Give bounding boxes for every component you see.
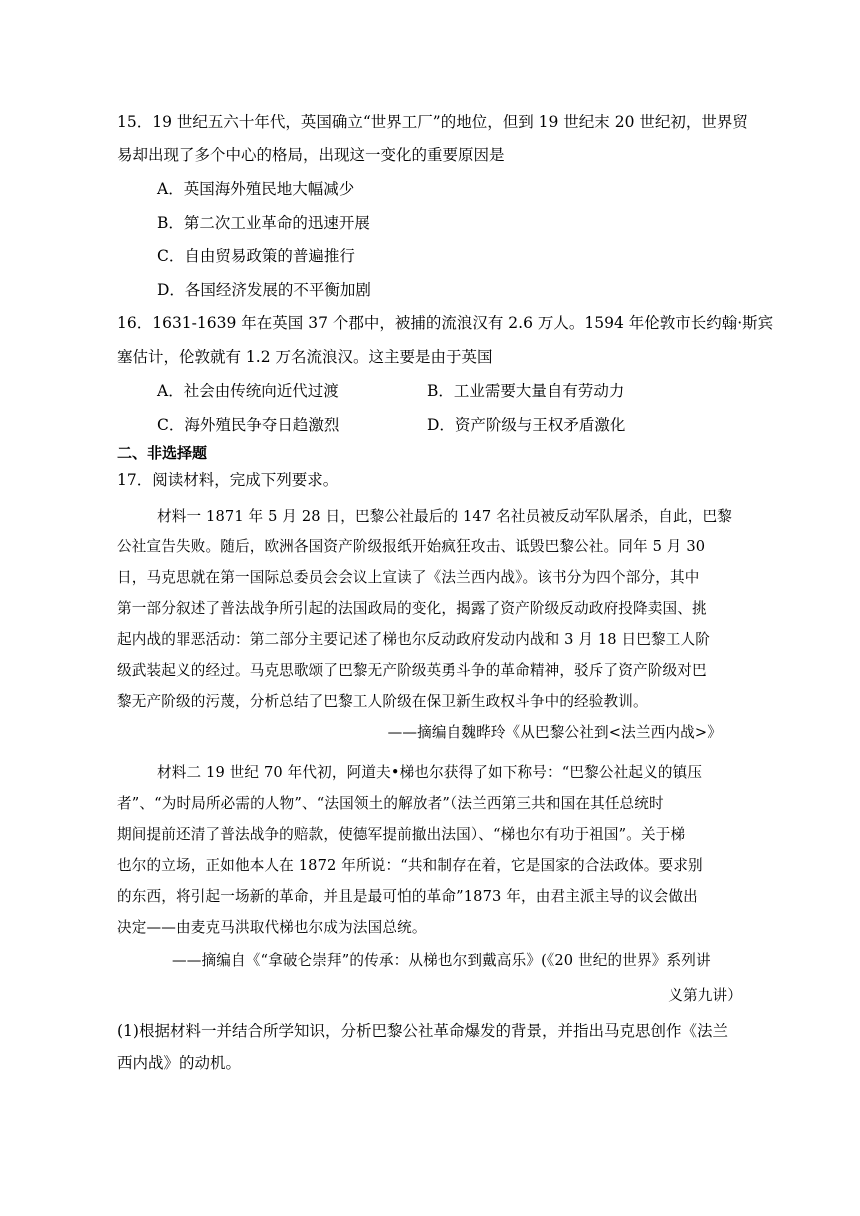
material1-line-6: 级武装起义的经过。马克思歌颂了巴黎无产阶级英勇斗争的革命精神，驳斥了资产阶级对巴 (117, 662, 707, 679)
q15-option-b: B．第二次工业革命的迅速开展 (157, 214, 370, 232)
material1-line-1: 材料一 1871 年 5 月 28 日，巴黎公社最后的 147 名社员被反动军队屠杀，自此，巴黎 (157, 508, 732, 525)
material1-line-7: 黎无产阶级的污蔑，分析总结了巴黎工人阶级在保卫新生政权斗争中的经验教训。 (117, 693, 648, 710)
q16-option-d: D．资产阶级与王权矛盾激化 (427, 416, 626, 434)
q15-stem-line-1: 15．19 世纪五六十年代，英国确立“世界工厂”的地位，但到 19 世纪末 20 世纪初，世界贸 (117, 113, 748, 131)
material2-line-2: 者”、“为时局所必需的人物”、“法国领土的解放者”（法兰西第三共和国在其任总统时 (117, 795, 664, 812)
q16-stem-line-2: 塞估计，伦敦就有 1.2 万名流浪汉。这主要是由于英国 (117, 348, 493, 366)
material2-line-3: 期间提前还清了普法战争的赔款，使德军提前撤出法国）、“梯也尔有功于祖国”。关于梯 (117, 826, 686, 843)
material1-source: ——摘编自魏晔玲《从巴黎公社到<法兰西内战>》 (387, 724, 722, 741)
material2-line-5: 的东西，将引起一场新的革命，并且是最可怕的革命”1873 年，由君主派主导的议会做出 (117, 888, 698, 905)
material2-source-line-2: 义第九讲） (668, 987, 742, 1004)
material2-source-line-1: ——摘编自《“拿破仑崇拜”的传承：从梯也尔到戴高乐》(《20 世纪的世界》系列讲 (172, 952, 711, 969)
material2-line-4: 也尔的立场，正如他本人在 1872 年所说：“共和制存在着，它是国家的合法政体。要求别 (117, 857, 703, 874)
material2-line-6: 决定——由麦克马洪取代梯也尔成为法国总统。 (117, 919, 427, 936)
q15-option-a: A．英国海外殖民地大幅减少 (157, 180, 355, 198)
q16-option-c: C．海外殖民争夺日趋激烈 (157, 416, 340, 434)
q15-option-d: D．各国经济发展的不平衡加剧 (157, 281, 371, 299)
material1-line-3: 日，马克思就在第一国际总委员会会议上宣读了《法兰西内战》。该书分为四个部分，其中 (117, 569, 700, 586)
q15-stem-line-2: 易却出现了多个中心的格局，出现这一变化的重要原因是 (117, 146, 505, 164)
section-heading: 二、非选择题 (117, 444, 208, 462)
q17-sub1-line-2: 西内战》的动机。 (117, 1054, 242, 1072)
material2-line-1: 材料二 19 世纪 70 年代初，阿道夫•梯也尔获得了如下称号：“巴黎公社起义的镇压 (157, 764, 703, 781)
q17-stem: 17．阅读材料，完成下列要求。 (117, 471, 339, 489)
q15-option-c: C．自由贸易政策的普遍推行 (157, 247, 355, 265)
material1-line-2: 公社宣告失败。随后，欧洲各国资产阶级报纸开始疯狂攻击、诋毁巴黎公社。同年 5 月 30 (117, 538, 706, 555)
material1-line-5: 起内战的罪恶活动：第二部分主要记述了梯也尔反动政府发动内战和 3 月 18 日巴黎工人阶 (117, 631, 710, 648)
material1-line-4: 第一部分叙述了普法战争所引起的法国政局的变化，揭露了资产阶级反动政府投降卖国、挑 (117, 600, 707, 617)
q16-stem-line-1: 16．1631-1639 年在英国 37 个郡中，被捕的流浪汉有 2.6 万人。1594 年伦敦市长约翰·斯宾 (117, 314, 774, 332)
q17-sub1-line-1: (1)根据材料一并结合所学知识，分析巴黎公社革命爆发的背景，并指出马克思创作《法兰 (117, 1022, 728, 1040)
q16-option-a: A．社会由传统向近代过渡 (157, 382, 339, 400)
q16-option-b: B．工业需要大量自有劳动力 (427, 382, 625, 400)
